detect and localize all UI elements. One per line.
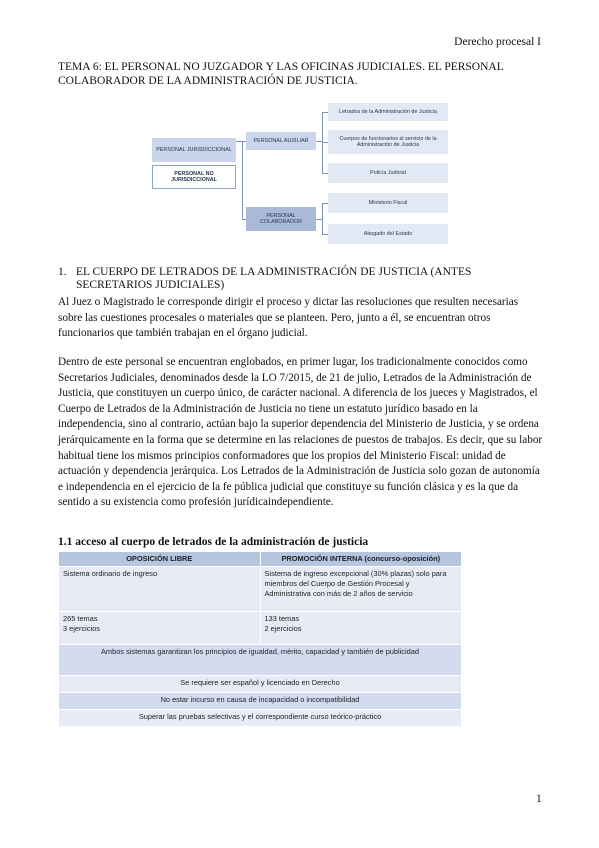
cell-line: 2 ejercicios xyxy=(264,624,302,633)
table-row xyxy=(59,710,462,727)
table-row xyxy=(59,612,462,645)
box-cuerpos-funcionarios: Cuerpos de funcionarios al servicio de la Administración de Justicia xyxy=(328,130,448,154)
connector-line xyxy=(322,203,323,234)
box-personal-jurisdiccional: PERSONAL JURISDICCIONAL xyxy=(152,138,236,162)
table-cell xyxy=(260,612,462,645)
table-cell: No estar incurso en causa de incapacidad o incompatibilidad xyxy=(59,693,462,710)
table-cell: Ambos sistemas garantizan los principios de igualdad, mérito, capacidad y también de publicidad xyxy=(59,645,462,676)
section-number: 1. xyxy=(58,266,67,278)
cell-line: 265 temas xyxy=(63,614,98,623)
running-header: Derecho procesal I xyxy=(454,36,541,48)
column-header-oposicion: OPOSICIÓN LIBRE xyxy=(59,552,261,567)
box-personal-auxiliar: PERSONAL AUXILIAR xyxy=(246,132,316,150)
table-cell: Sistema ordinario de ingreso xyxy=(59,567,261,612)
table-row xyxy=(59,693,462,710)
column-header-promocion: PROMOCIÓN INTERNA (concurso-oposición) xyxy=(260,552,462,567)
box-abogado-estado: Abogado del Estado xyxy=(328,224,448,244)
table-cell: Sistema de ingreso excepcional (30% plazas) solo para miembros del Cuerpo de Gestión Procesal y Administrativa con más de 2 años de servicio xyxy=(260,567,462,612)
table-cell: Superar las pruebas selectivas y el correspondiente curso teórico-práctico xyxy=(59,710,462,727)
table-row xyxy=(59,645,462,676)
cell-line: 133 temas xyxy=(264,614,300,623)
paragraph-2: Dentro de este personal se encuentran englobados, en primer lugar, los tradicionalmente conocidos como Secretarios Judiciales, denominados desde la LO 7/2015, de 21 de julio, Letrados de la Administración de Justicia, que constituyen un cuerpo único, de carácter nacional. A diferencia de los jueces y Magistrados, el Cuerpo de Letrados de la Administración de Justicia no tiene un estatuto jurídico basado en la independencia, sino al contrario, actúan bajo la superior dependencia del Ministerio de Justicia, y se ordena jerárquicamente en la forma que se determine en las relaciones de puestos de trabajos. Es decir, que su labor habitual tiene los mismos principios conformadores que los propios del Ministerio Fiscal: unidad de actuación y dependencia jerárquica. Los Letrados de la Administración de Justicia solo gozan de autonomía e independencia en el ejercicio de la fe pública judicial que constituye su función clásica y es la que da sentido a su existencia como profesión jurídicaindependiente. xyxy=(58,356,543,509)
box-personal-no-jurisdiccional: PERSONAL NO JURISDICCIONAL xyxy=(152,165,236,189)
box-personal-colaborador: PERSONAL COLABORADOR xyxy=(246,207,316,231)
box-policia-judicial: Policía Judicial xyxy=(328,163,448,183)
org-diagram xyxy=(152,103,448,247)
section-1-heading xyxy=(58,266,472,291)
connector-line xyxy=(242,141,243,219)
section-heading-text: EL CUERPO DE LETRADOS DE LA ADMINISTRACIÓN DE JUSTICIA (ANTES SECRETARIOS JUDICIALES) xyxy=(76,266,472,291)
access-table xyxy=(58,551,462,727)
page-number: 1 xyxy=(536,793,542,805)
subsection-heading: 1.1 acceso al cuerpo de letrados de la administración de justicia xyxy=(58,536,369,548)
paragraph-1: Al Juez o Magistrado le corresponde dirigir el proceso y dictar las resoluciones que resulten necesarias sobre las cuestiones procesales o materiales que se planteen. Pero, junto a él, se encuentran otros funcionarios que también trabajan en el órgano judicial. xyxy=(58,296,519,340)
box-ministerio-fiscal: Ministerio Fiscal xyxy=(328,193,448,213)
table-row xyxy=(59,676,462,693)
document-title: TEMA 6: EL PERSONAL NO JUZGADOR Y LAS OFICINAS JUDICIALES. EL PERSONAL COLABORADOR DE LA ADMINISTRACIÓN DE JUSTICIA. xyxy=(58,61,504,87)
box-letrados: Letrados de la Administración de Justicia xyxy=(328,103,448,121)
cell-line: 3 ejercicios xyxy=(63,624,100,633)
table-row xyxy=(59,567,462,612)
table-cell: Se requiere ser español y licenciado en Derecho xyxy=(59,676,462,693)
table-cell xyxy=(59,612,261,645)
